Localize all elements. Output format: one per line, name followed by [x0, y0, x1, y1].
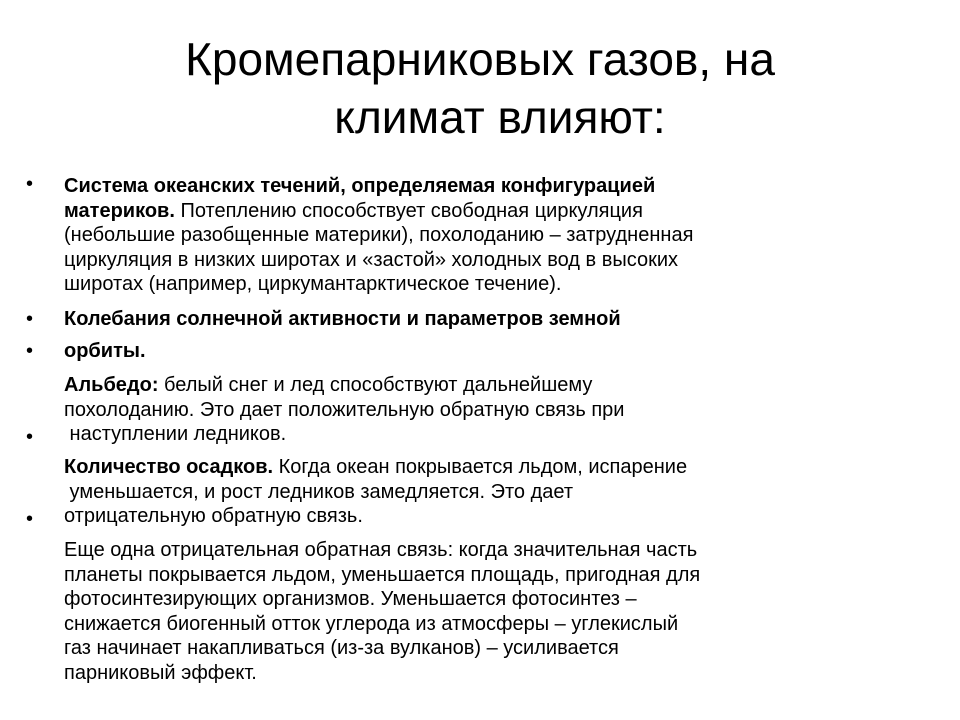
text-span: Потеплению способствует свободная циркуляция: [174, 199, 643, 222]
text-line: похолоданию. Это дает положительную обратную связь при: [64, 398, 625, 421]
text-line: циркуляция в низких широтах и «застой» холодных вод в высоких: [64, 248, 678, 271]
text-line: отрицательную обратную связь.: [64, 505, 363, 527]
text-line: фотосинтезирующих организмов. Уменьшается фотосинтез –: [64, 588, 637, 610]
bold-phrase: Колебания солнечной активности и параметров земной: [64, 308, 621, 330]
bold-phrase: Система океанских течений, определяемая конфигурацией: [64, 175, 656, 197]
text-line: снижается биогенный отток углерода из атмосферы – углекислый: [64, 612, 679, 635]
text-line: широтах (например, циркумантарктическое течение).: [64, 273, 562, 295]
text-line: наступлении ледников.: [64, 423, 287, 445]
text-line: парниковый эффект.: [64, 661, 257, 684]
text-line: планеты покрывается льдом, уменьшается площадь, пригодная для: [64, 563, 701, 586]
text-line: газ начинает накапливаться (из-за вулканов) – усиливается: [64, 637, 619, 659]
text-line: уменьшается, и рост ледников замедляется. Это дает: [64, 480, 574, 503]
text-span: Когда океан покрывается льдом, испарение: [273, 456, 688, 478]
paragraph-orbit: [64, 339, 924, 364]
paragraph-photosynthesis: [64, 538, 924, 685]
text-line: (небольшие разобщенные материки), похолоданию – затрудненная: [64, 224, 694, 246]
text-line: Еще одна отрицательная обратная связь: когда значительная часть: [64, 539, 698, 561]
paragraph-ocean-currents: [64, 174, 924, 297]
paragraph-solar-activity: [64, 307, 924, 332]
bold-phrase: Альбедо:: [64, 374, 159, 396]
bullet-4: •: [26, 426, 34, 448]
bold-phrase: материков.: [64, 199, 175, 222]
bullet-1: •: [26, 173, 34, 195]
bullet-2: •: [26, 308, 34, 330]
paragraph-precipitation: [64, 455, 924, 529]
bullet-3: •: [26, 340, 34, 362]
bullet-5: •: [26, 508, 34, 530]
title-line-1: Кромепарниковых газов, на: [185, 33, 775, 85]
title-line-2: климат влияют:: [334, 91, 666, 143]
paragraph-albedo: [64, 373, 924, 447]
text-span: белый снег и лед способствуют дальнейшему: [158, 374, 593, 396]
bold-phrase: Количество осадков.: [64, 456, 274, 478]
bold-phrase: орбиты.: [64, 340, 146, 362]
